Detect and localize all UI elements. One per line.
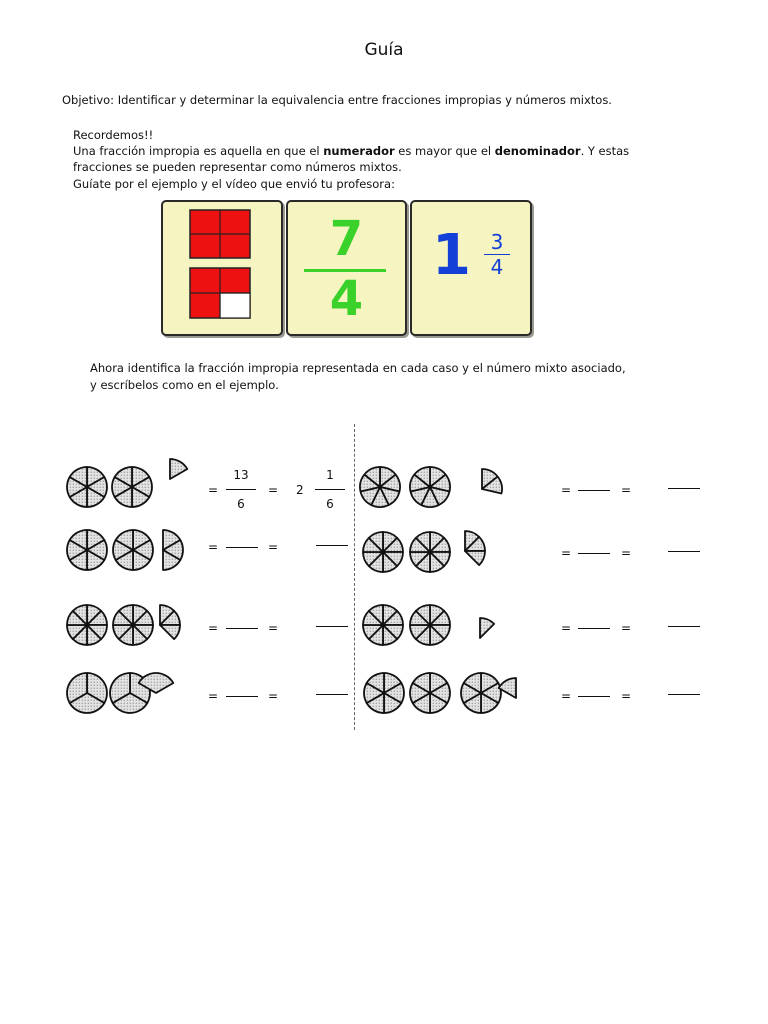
solved-improper-denominator: 6 [237,497,245,511]
equals-sign: = [561,689,572,703]
example-mixed-denominator: 4 [490,255,504,279]
denominator-term: denominador [494,144,581,158]
objective-text: Objetivo: Identificar y determinar la equivalencia entre fracciones impropias y números mixtos. [62,93,612,107]
definition-part-3: . Y estas [580,144,630,158]
mixed-answer-blank[interactable] [668,551,700,552]
equals-sign: = [561,483,572,497]
exercise-figure [67,530,183,570]
solved-mixed-denominator: 6 [326,497,334,511]
exercise-figure [360,467,502,507]
equals-sign: = [621,689,632,703]
exercise-figure [67,673,173,713]
equals-sign: = [268,621,279,635]
extra-slice [160,625,180,639]
numerator-term: numerador [323,144,395,158]
page-title: Guía [364,40,404,60]
solved-mixed-bar [315,489,345,490]
equals-sign: = [561,621,572,635]
example-improper-numerator: 7 [329,211,364,267]
solved-improper-numerator: 13 [233,468,249,482]
improper-answer-blank[interactable] [578,553,610,554]
example-mixed-whole: 1 [432,223,471,288]
mixed-answer-blank[interactable] [668,488,700,489]
example-improper-denominator: 4 [329,271,364,327]
extra-slice [480,618,494,638]
definition-part-1: Una fracción impropia es aquella en que el [73,144,324,158]
recall-line-2: fracciones se pueden representar como números mixtos. [73,160,402,174]
solved-mixed-whole: 2 [296,483,304,497]
equals-sign: = [208,483,219,497]
equals-sign: = [268,483,279,497]
equals-sign: = [621,621,632,635]
improper-answer-blank[interactable] [226,696,258,697]
equals-sign: = [208,689,219,703]
equals-sign: = [621,546,632,560]
exercise-figure [67,459,187,507]
equals-sign: = [208,621,219,635]
improper-answer-blank[interactable] [226,628,258,629]
improper-answer-blank[interactable] [226,547,258,548]
equals-sign: = [208,540,219,554]
solved-improper-bar [226,489,256,490]
mixed-answer-blank[interactable] [316,545,348,546]
mixed-answer-blank[interactable] [316,694,348,695]
mixed-answer-blank[interactable] [316,626,348,627]
recall-heading: Recordemos!! [73,128,154,142]
improper-answer-blank[interactable] [578,696,610,697]
equals-sign: = [268,540,279,554]
exercise-figure [364,673,516,713]
solved-mixed-numerator: 1 [326,468,334,482]
exercise-figure [363,531,485,572]
exercise-figure [67,605,180,645]
example-mixed-numerator: 3 [490,230,504,254]
equals-sign: = [561,546,572,560]
extra-slice [465,551,485,565]
equals-sign: = [268,689,279,703]
mixed-answer-blank[interactable] [668,694,700,695]
recall-line-3: Guíate por el ejemplo y el vídeo que envió tu profesora: [73,177,395,191]
instructions-line-2: y escríbelos como en el ejemplo. [90,378,279,392]
exercise-figure [363,605,494,645]
equals-sign: = [621,483,632,497]
improper-answer-blank[interactable] [578,490,610,491]
extra-slice [170,459,187,479]
instructions-line-1: Ahora identifica la fracción impropia representada en cada caso y el número mixto asociado, [90,361,626,375]
mixed-answer-blank[interactable] [668,626,700,627]
definition-part-2: es mayor que el [394,144,495,158]
improper-answer-blank[interactable] [578,628,610,629]
